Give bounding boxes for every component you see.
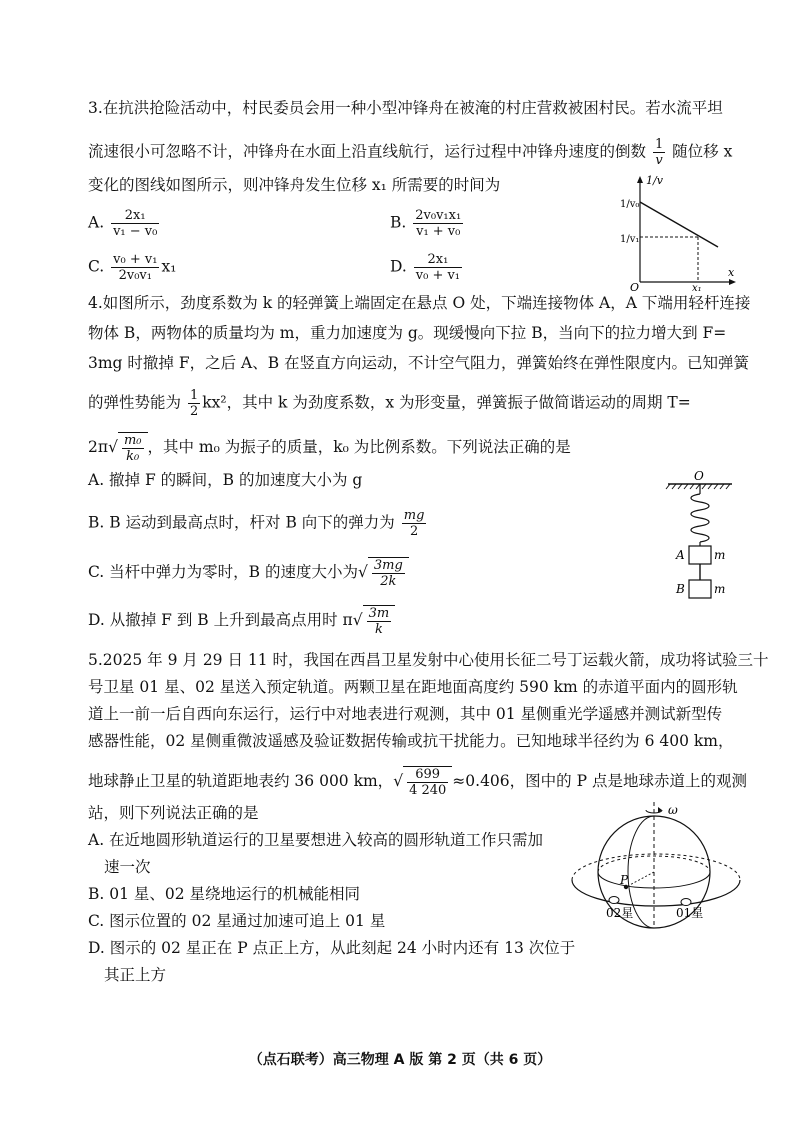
q3-option-c: C. $\frac{\text{v₀ + v₁}}{\text{2v₀v₁}}$ x₁	[88, 252, 177, 283]
q3-graph-origin: O	[630, 281, 640, 292]
q3-number: 3.	[88, 99, 103, 117]
page-footer: （点石联考）高三物理 A 版 第 2 页（共 6 页）	[248, 1052, 552, 1068]
q3-graph	[620, 172, 740, 292]
q5-line2: 号卫星 01 星、02 星送入预定轨道。两颗卫星在距地面高度约 590 km 的赤道平面内的圆形轨	[88, 678, 738, 696]
q4-fig-o: O	[694, 470, 704, 483]
q5-option-b: B. 01 星、02 星绕地运行的机械能相同	[88, 885, 361, 903]
q5-omega: ω	[668, 803, 678, 817]
q3-graph-x-axis: x	[728, 266, 735, 279]
svg-text:01星: 01星	[676, 906, 704, 920]
q4-spring-figure	[660, 470, 740, 610]
q5-option-a-2: 速一次	[104, 858, 151, 876]
q3-line2: 流速很小可忽略不计，冲锋舟在水面上沿直线航行，运行过程中冲锋舟速度的倒数 $\frac{1}{v}$ 随位移 x	[88, 137, 733, 168]
q3-option-d: D. $\frac{\text{2x₁}}{\text{v₀ + v₁}}$	[390, 252, 461, 283]
q5-number: 5.	[88, 651, 103, 669]
q5-line6: 站，则下列说法正确的是	[88, 804, 259, 822]
q5-line5: 地球静止卫星的轨道距地表约 36 000 km，√ $\frac{699}{4 240}$ ≈0.406，图中的 P 点是地球赤道上的观测	[88, 767, 747, 798]
q3-reciprocal-fraction: $\frac{1}{v}$	[654, 137, 664, 168]
q5-sat-02	[609, 897, 619, 904]
q4-line1: 4.如图所示，劲度系数为 k 的轻弹簧上端固定在悬点 O 处，下端连接物体 A，A 下端用轻杆连接	[88, 294, 751, 312]
svg-text:m: m	[714, 582, 726, 596]
q4-line2: 物体 B，两物体的质量均为 m，重力加速度为 g。现缓慢向下拉 B，当向下的拉力增大到 F=	[88, 324, 727, 342]
q3-graph-y-axis: 1/v	[646, 174, 663, 187]
q3-graph-y-top: 1/v₀	[620, 199, 640, 210]
q4-option-b: B. B 运动到最高点时，杆对 B 向下的弹力为 $\frac{mg}{2}$	[88, 508, 425, 539]
q4-option-a: A. 撤掉 F 的瞬间，B 的加速度大小为 g	[88, 471, 363, 489]
q5-earth-figure	[568, 800, 756, 935]
q3-graph-line	[640, 202, 718, 247]
q4-option-c: C. 当杆中弹力为零时，B 的速度大小为√ $\frac{3mg}{2k}$	[88, 557, 409, 589]
q5-line3: 道上一前一后自西向东运行，运行中对地表进行观测，其中 01 星侧重光学遥感并测试新型传	[88, 705, 723, 723]
q5-line1: 5.2025 年 9 月 29 日 11 时，我国在西昌卫星发射中心使用长征二号丁运载火箭，成功将试验三十	[88, 651, 769, 669]
q5-orbit	[572, 880, 740, 906]
q4-spring	[691, 494, 709, 542]
q5-line4: 感器性能，02 星侧重微波遥感及验证数据传输或抗干扰能力。已知地球半径约为 6 400 km，	[88, 732, 734, 750]
q3-option-b: B. $\frac{\text{2v₀v₁x₁}}{\text{v₁ + v₀}}$	[390, 208, 462, 239]
q5-option-d-1: D. 图示的 02 星正在 P 点正上方，从此刻起 24 小时内还有 13 次位于	[88, 939, 576, 957]
q5-sat-01	[681, 899, 691, 906]
q5-option-c: C. 图示位置的 02 星通过加速可追上 01 星	[88, 912, 386, 930]
svg-text:02星: 02星	[606, 906, 634, 920]
q3-line1: 3.在抗洪抢险活动中，村民委员会用一种小型冲锋舟在被淹的村庄营救被困村民。若水流平坦	[88, 99, 723, 117]
q4-block-b	[689, 580, 711, 598]
q3-graph-x-mark: x₁	[692, 283, 702, 292]
q4-line4: 的弹性势能为 $\frac{1}{2}$ kx²，其中 k 为劲度系数，x 为形变量，弹簧振子做简谐运动的周期 T=	[88, 388, 691, 419]
q3-option-a: A. $\frac{\text{2x₁}}{\text{v₁ − v₀}}$	[88, 208, 158, 239]
q3-graph-y-mid: 1/v₁	[620, 234, 640, 245]
q4-line5: 2π√ $\frac{\text{m₀}}{\text{k₀}}$ ，其中 m₀ 为振子的质量，k₀ 为比例系数。下列说法正确的是	[88, 433, 571, 464]
q4-number: 4.	[88, 294, 103, 312]
q3-line3: 变化的图线如图所示，则冲锋舟发生位移 x₁ 所需要的时间为	[88, 176, 501, 194]
svg-text:P: P	[620, 873, 629, 887]
q4-option-d: D. 从撤掉 F 到 B 上升到最高点用时 π√ $\frac{3m}{k}$	[88, 605, 395, 637]
svg-text:B: B	[676, 582, 685, 596]
q4-block-a	[689, 546, 711, 564]
q5-option-d-2: 其正上方	[104, 966, 167, 984]
q4-line3: 3mg 时撤掉 F，之后 A、B 在竖直方向运动，不计空气阻力，弹簧始终在弹性限度内。已知弹簧	[88, 354, 750, 372]
q5-option-a-1: A. 在近地圆形轨道运行的卫星要想进入较高的圆形轨道工作只需加	[88, 831, 544, 849]
svg-text:m: m	[714, 548, 726, 562]
svg-text:A: A	[676, 548, 685, 562]
